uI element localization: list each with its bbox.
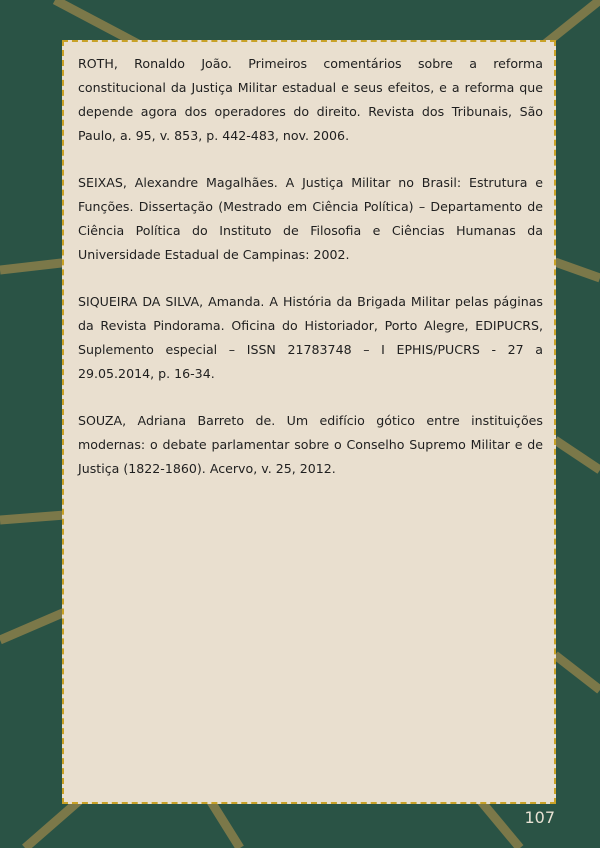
reference-entry-souza: SOUZA, Adriana Barreto de. Um edifício gótico entre instituições modernas: o debate parlamentar sobre o Conselho Supremo Militar e de Justiça (1822-1860). Acervo, v. 25, 2012. [78,413,543,476]
reference-entry-siqueira: SIQUEIRA DA SILVA, Amanda. A História da Brigada Militar pelas páginas da Revista Pindorama. Oficina do Historiador, Porto Alegre, EDIPUCRS, Suplemento especial – ISSN 21783748 – I EPHIS/PUCRS - 27 a 29.05.2014, p. 16-34. [78,294,543,381]
reference-entry-seixas: SEIXAS, Alexandre Magalhães. A Justiça Militar no Brasil: Estrutura e Funções. Dissertação (Mestrado em Ciência Política) – Departamento de Ciência Política do Instituto de Filosofia e Ciências Humanas da Universidade Estadual de Campinas: 2002. [78,175,543,262]
page-number: 107 [524,808,555,827]
reference-entry-roth: ROTH, Ronaldo João. Primeiros comentários sobre a reforma constitucional da Justiça Militar estadual e seus efeitos, e a reforma que depende agora dos operadores do direito. Revista dos Tribunais, São Paulo, a. 95, v. 853, p. 442-483, nov. 2006. [78,56,543,143]
reference-list [78,52,543,504]
